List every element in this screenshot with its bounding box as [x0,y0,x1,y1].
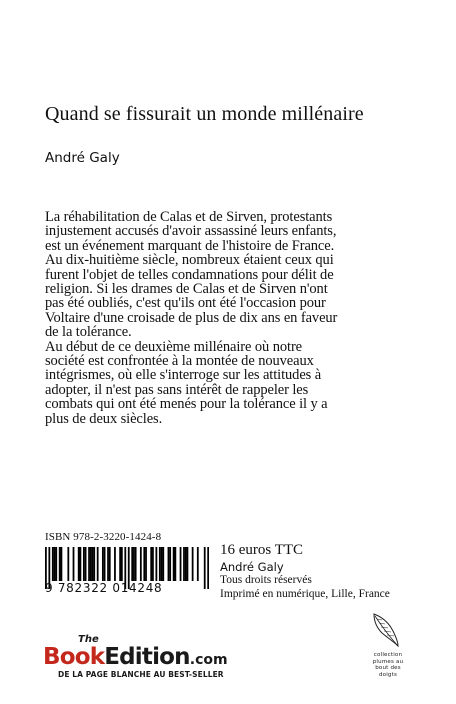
barcode-bar [78,547,80,581]
barcode-bar [67,547,69,581]
barcode-bar [119,547,121,581]
barcode-bar [161,547,163,581]
barcode-bar [83,547,85,581]
back-cover-blurb [45,210,345,426]
barcode-bar [143,547,145,581]
barcode-bar [104,547,106,581]
barcode-bar [183,547,185,581]
barcode-bar [133,547,135,581]
barcode-bar [180,547,182,581]
barcode-digits: 9 782322 014248 [45,581,163,595]
barcode-bar [102,547,104,581]
barcode-bar [59,547,61,581]
isbn-label: ISBN 978-2-3220-1424-8 [45,531,162,543]
barcode-bar [187,547,189,581]
barcode-bar [140,547,142,581]
barcode-bar [73,547,75,581]
publisher-logo-book: Book [43,644,105,670]
collection-line: bout des [375,665,401,671]
publisher-tagline: DE LA PAGE BLANCHE AU BEST-SELLER [58,670,224,679]
barcode-bar [55,547,57,581]
barcode-bar [207,547,209,589]
barcode-bar [93,547,95,581]
barcode-bar [52,547,54,581]
barcode-bar [121,547,123,581]
imprint-author: André Galy [220,560,284,574]
book-title: Quand se fissurait un monde millénaire [45,103,364,125]
barcode-bar [185,547,187,581]
barcode-bar [159,547,161,581]
barcode-bar [162,547,164,581]
barcode-bar [88,547,90,581]
barcode-bar [150,547,152,581]
barcode-bar [97,547,99,581]
barcode-bar [173,547,175,581]
collection-line: plumes au [372,658,404,665]
barcode-bar [192,547,194,581]
barcode-bar [145,547,147,581]
barcode-bar [204,547,206,589]
barcode-bar [90,547,92,581]
collection-line: collection [373,652,403,658]
barcode-bar [131,547,133,581]
printing-notice: Imprimé en numérique, Lille, France [220,588,390,600]
collection-line: doigts [378,671,398,678]
barcode-bar [155,547,157,581]
barcode-bar [80,547,82,581]
book-author: André Galy [45,150,120,166]
price-label: 16 euros TTC [220,542,304,558]
barcode-bar [54,547,56,581]
publisher-logo-com: .com [189,652,228,668]
blurb-paragraph-2: Au début de ce deuxième millénaire où notre société est confrontée à la montée de nouveaux intégrismes, où elle s'interroge sur les attitudes à adopter, il n'est pas sans intérêt de rappeler les combats qui ont été menés pour la tolérance il y a plus de deux siècles. [45,338,328,427]
barcode-bar [197,547,199,581]
barcode-bar [107,547,109,581]
barcode-bar [152,547,154,581]
barcode-bar [135,547,137,581]
publisher-logo [43,644,228,670]
publisher-logo-the: The [78,634,99,645]
barcode-bar [92,547,94,581]
publisher-logo-edition: Edition [104,644,190,670]
barcode-bar [174,547,176,581]
barcode-bar [114,547,116,581]
rights-notice: Tous droits réservés [220,574,312,586]
barcode-bar [168,547,170,581]
barcode-bar [169,547,171,581]
barcode-bar [61,547,63,581]
quill-pen-icon [368,611,404,649]
collection-mark [358,652,418,678]
barcode-bar [109,547,111,581]
barcode-bar [85,547,87,581]
blurb-paragraph-1: La réhabilitation de Calas et de Sirven, protestants injustement accusés d'avoir assassiné leurs enfants, est un événement marquant de l'histoire de France. Au dix-huitième siècle, nombreux étaient ceux qui furent l'objet de telles condamnations pour délit de religion. Si les drames de Calas et de Sirven n'ont pas été oubliés, c'est qu'ils ont été l'occasion pour Voltaire d'une croisade de plus de dix ans en faveur de la tolérance. [45,209,338,341]
